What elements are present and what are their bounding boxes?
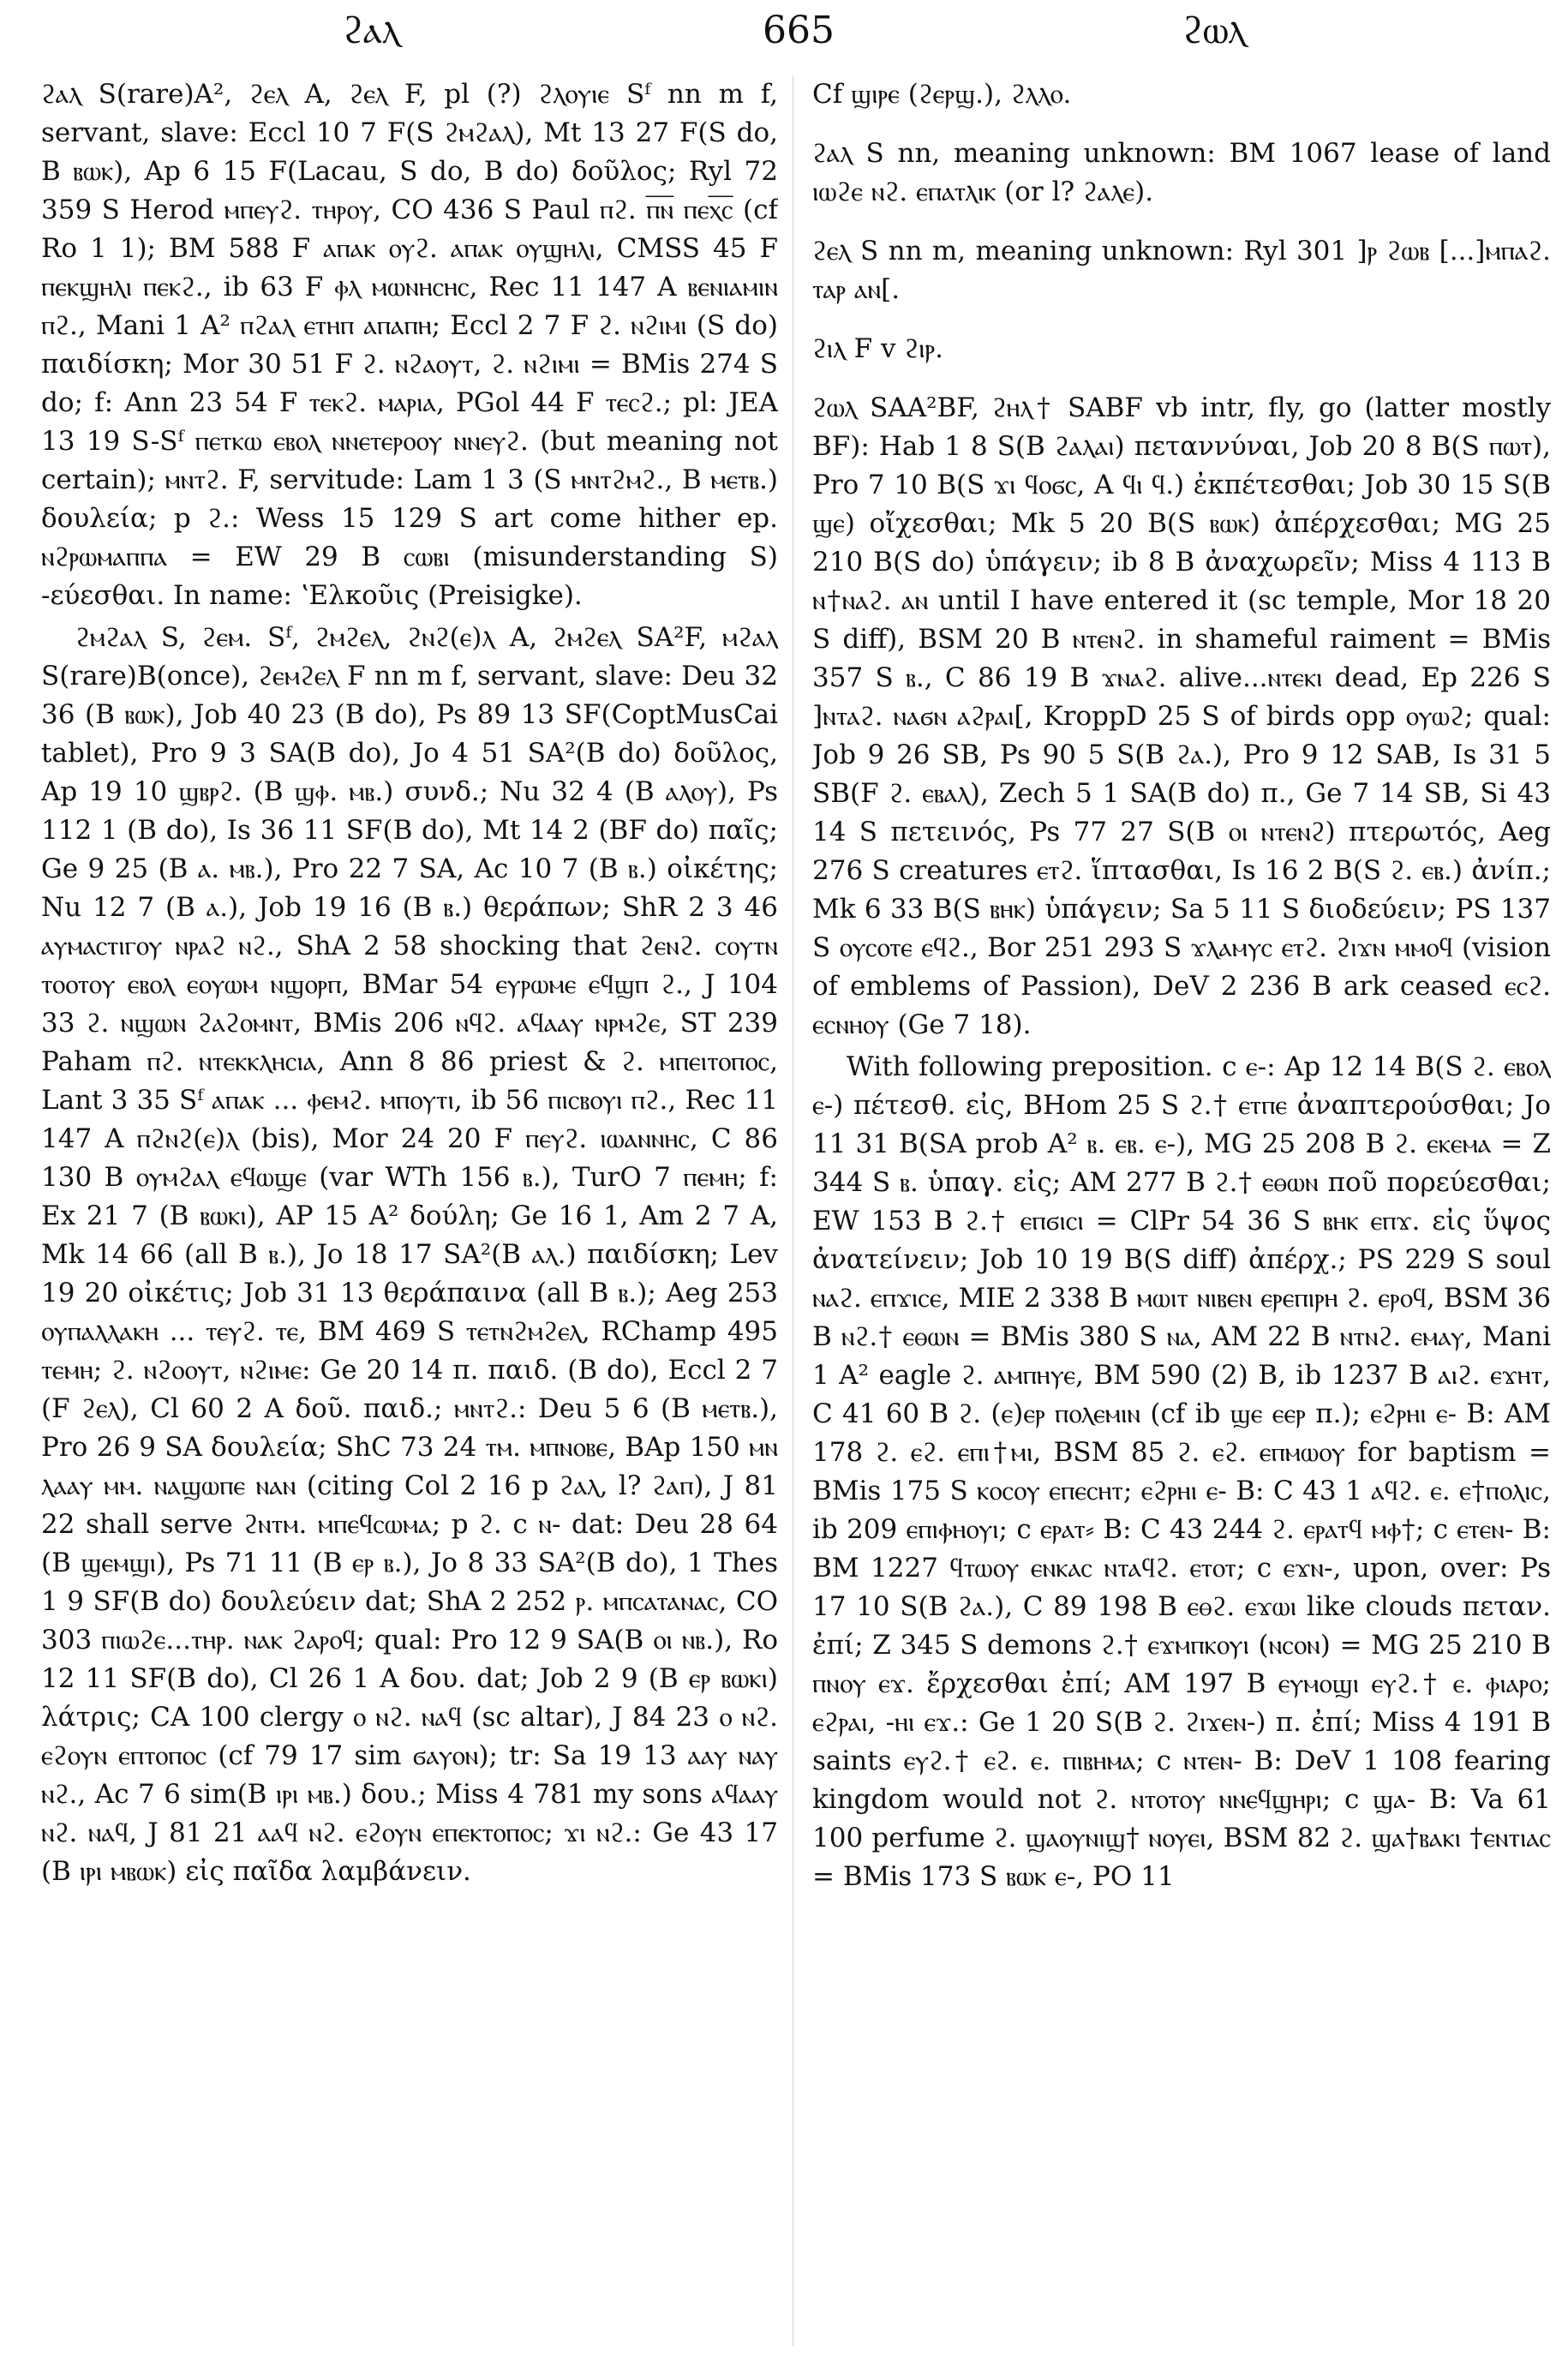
left-column <box>41 75 778 2346</box>
page-number: 665 <box>763 9 835 52</box>
right-column <box>812 75 1551 2346</box>
entry-hel: ϩⲉⲗ S nn m, meaning unknown: Ryl 301 ]ⲣ ϩⲱⲃ [...]ⲙⲡⲁϩ. ⲧⲁⲣ ⲁⲛ[. <box>812 236 1551 305</box>
entry-hmhal: ϩⲙϩⲁⲗ S, ϩⲉⲙ. Sᶠ, ϩⲙϩⲉⲗ, ϩⲛϩ(ⲉ)ⲗ A, ϩⲙϩⲉⲗ SA²F, ⲙϩⲁⲗ S(rare)B(once), ϩⲉⲙϩⲉⲗ F nn m f, servant, slave: Deu 32 36 (B ⲃⲱⲕ), Job 40 23 (B do), Ps 89 13 SF(CoptMusCai tablet), Pro 9 3 SA(B do), Jo 4 51 SA²(B do) δοῦλος, Ap 19 10 ϣⲃⲣϩ. (B ϣⲫ. ⲙⲃ.) συνδ.; Nu 32 4 (B ⲁⲗⲟⲩ), Ps 112 1 (B do), Is 36 11 SF(B do), Mt 14 2 (BF do) παῖς; Ge 9 25 (B ⲁ. ⲙⲃ.), Pro 22 7 SA, Ac 10 7 (B ⲃ.) οἰκέτης; Nu 12 7 (B ⲁ.), Job 19 16 (B ⲃ.) θεράπων; ShR 2 3 46 ⲁⲩⲙⲁⲥⲧⲓⲅⲟⲩ ⲛⲣⲁϩ ⲛϩ., ShA 2 58 shocking that ϩⲉⲛϩ. ⲥⲟⲩⲧⲛ ⲧⲟⲟⲧⲟⲩ ⲉⲃⲟⲗ ⲉⲟⲩⲱⲙ ⲛϣⲟⲣⲡ, BMar 54 ⲉⲩⲣⲱⲙⲉ ⲉϥϣⲡ ϩ., J 104 33 ϩ. ⲛϣⲱⲛ ϩⲁϩⲟⲙⲛⲧ, BMis 206 ⲛϥϩ. ⲁϥⲁⲁⲩ ⲛⲣⲙϩⲉ, ST 239 Paham ⲡϩ. ⲛⲧⲉⲕⲕⲗⲏⲥⲓⲁ, Ann 8 86 priest & ϩ. ⲙⲡⲉⲓⲧⲟⲡⲟⲥ, Lant 3 35 Sᶠ ⲁⲡⲁⲕ ... ⲫⲉⲙϩ. ⲙⲡⲟⲩⲧⲓ, ib 56 ⲡⲓⲥⲃⲟⲩⲓ ⲡϩ., Rec 11 147 A ⲡϩⲛϩ(ⲉ)ⲗ (bis), Mor 24 20 F ⲡⲉⲩϩ. ⲓⲱⲁⲛⲛⲏⲥ, C 86 130 B ⲟⲩⲙϩⲁⲗ ⲉϥⲱϣⲉ (var WTh 156 ⲃ.), TurO 7 ⲡⲉⲙⲏ; f: Ex 21 7 (B ⲃⲱⲕⲓ), AP 15 A² δούλη; Ge 16 1, Am 2 7 A, Mk 14 66 (all B ⲃ.), Jo 18 17 SA²(B ⲁⲗ.) παιδίσκη; Lev 19 20 οἰκέτις; Job 31 13 θεράπαινα (all B ⲃ.); Aeg 253 ⲟⲩⲡⲁⲗⲗⲁⲕⲏ ... ⲧⲉⲩϩ. ⲧⲉ, BM 469 S ⲧⲉⲧⲛϩⲙϩⲉⲗ, RChamp 495 ⲧⲉⲙⲏ; ϩ. ⲛϩⲟⲟⲩⲧ, ⲛϩⲓⲙⲉ: Ge 20 14 π. παιδ. (B do), Eccl 2 7 (F ϩⲉⲗ), Cl 60 2 A δοῦ. παιδ.; ⲙⲛⲧϩ.: Deu 5 6 (B ⲙⲉⲧⲃ.), Pro 26 9 SA δουλεία; ShC 73 24 ⲧⲙ. ⲙⲡⲛⲟⲃⲉ, BAp 150 ⲙⲛ ⲗⲁⲁⲩ ⲙⲙ. ⲛⲁϣⲱⲡⲉ ⲛⲁⲛ (citing Col 2 16 p ϩⲁⲗ, l? ϩⲁⲡ), J 81 22 shall serve ϩⲛⲧⲙ. ⲙⲡⲉϥⲥⲱⲙⲁ; p ϩ. c ⲛ- dat: Deu 28 64 (B ϣⲉⲙϣⲓ), Ps 71 11 (B ⲉⲣ ⲃ.), Jo 8 33 SA²(B do), 1 Thes 1 9 SF(B do) δουλεύειν dat; ShA 2 252 ⲣ. ⲙⲡⲥⲁⲧⲁⲛⲁⲥ, CO 303 ⲡⲓⲱϩⲉ...ⲧⲏⲣ. ⲛⲁⲕ ϩⲁⲣⲟϥ; qual: Pro 12 9 SA(B ⲟⲓ ⲛⲃ.), Ro 12 11 SF(B do), Cl 26 1 A δου. dat; Job 2 9 (B ⲉⲣ ⲃⲱⲕⲓ) λάτρις; CA 100 clergy ⲟ ⲛϩ. ⲛⲁϥ (sc altar), J 84 23 ⲟ ⲛϩ. ⲉϩⲟⲩⲛ ⲉⲡⲧⲟⲡⲟⲥ (cf 79 17 sim ϭⲁⲩⲟⲛ); tr: Sa 19 13 ⲁⲁⲩ ⲛⲁⲩ ⲛϩ., Ac 7 6 sim(B ⲓⲣⲓ ⲙⲃ.) δου.; Miss 4 781 my sons ⲁϥⲁⲁⲩ ⲛϩ. ⲛⲁϥ, J 81 21 ⲁⲁϥ ⲛϩ. ⲉϩⲟⲩⲛ ⲉⲡⲉⲕⲧⲟⲡⲟⲥ; ϫⲓ ⲛϩ.: Ge 43 17 (B ⲓⲣⲓ ⲙⲃⲱⲕ) εἰς παῖδα λαμβάνειν. <box>41 622 778 1887</box>
page-header <box>0 9 1568 60</box>
entry-hol: ϩⲱⲗ SAA²BF, ϩⲏⲗ† SABF vb intr, fly, go (latter mostly BF): Hab 1 8 S(B ϩⲁⲗⲁⲓ) πεταννύναι, Job 20 8 B(S ⲡⲱⲧ), Pro 7 10 B(S ϫⲓ ϥⲟϭⲥ, A ϥⲓ ϥ.) ἐκπέτεσθαι; Job 30 15 S(B ϣⲉ) οἴχεσθαι; Mk 5 20 B(S ⲃⲱⲕ) ἀπέρχεσθαι; MG 25 210 B(S do) ὑπάγειν; ib 8 B ἀναχωρεῖν; Miss 4 113 B ⲛ†ⲛⲁϩ. ⲁⲛ until I have entered it (sc temple, Mor 18 20 S diff), BSM 20 B ⲛⲧⲉⲛϩ. in shameful raiment = BMis 357 S ⲃ., C 86 19 B ϫⲛⲁϩ. alive...ⲛⲧⲉⲕⲓ dead, Ep 226 S ]ⲛⲧⲁϩ. ⲛⲁϭⲛ ⲁϩⲣⲁⲓ[, KroppD 25 S of birds opp ⲟⲩⲱϩ; qual: Job 9 26 SB, Ps 90 5 S(B ϩⲁ.), Pro 9 12 SAB, Is 31 5 SB(F ϩ. ⲉⲃⲁⲗ), Zech 5 1 SA(B do) π., Ge 7 14 SB, Si 43 14 S πετεινός, Ps 77 27 S(B ⲟⲓ ⲛⲧⲉⲛϩ) πτερωτός, Aeg 276 S creatures ⲉⲧϩ. ἵπτασθαι, Is 16 2 B(S ϩ. ⲉⲃ.) ἀνίπ.; Mk 6 33 B(S ⲃⲏⲕ) ὑπάγειν; Sa 5 11 S διοδεύειν; PS 137 S ⲟⲩⲥⲟⲧⲉ ⲉϥϩ., Bor 251 293 S ϫⲗⲁⲙⲩⲥ ⲉⲧϩ. ϩⲓϫⲛ ⲙⲙⲟϥ (vision of emblems of Passion), DeV 2 236 B ark ceased ⲉⲥϩ. ⲉⲥⲛⲏⲟⲩ (Ge 7 18). <box>812 392 1551 1040</box>
entry-hal: ϩⲁⲗ S(rare)A², ϩⲉⲗ A, ϩⲉⲗ F, pl (?) ϩⲗⲟⲩⲓⲉ Sᶠ nn m f, servant, slave: Eccl 10 7 F(S ϩⲙϩⲁⲗ), Mt 13 27 F(S do, B ⲃⲱⲕ), Ap 6 15 F(Lacau, S do, B do) δοῦλος; Ryl 72 359 S Herod ⲙⲡⲉⲩϩ. ⲧⲏⲣⲟⲩ, CO 436 S Paul ⲡϩ. ⲡ︦ⲛ︦ ⲡⲉⲭ︦ⲥ︦ (cf Ro 1 1); BM 588 F ⲁⲡⲁⲕ ⲟⲩϩ. ⲁⲡⲁⲕ ⲟⲩϣⲏⲗⲓ, CMSS 45 F ⲡⲉⲕϣⲏⲗⲓ ⲡⲉⲕϩ., ib 63 F ⲫⲗ ⲙⲱⲛⲏⲥⲏⲥ, Rec 11 147 A ⲃⲉⲛⲓⲁⲙⲓⲛ ⲡϩ., Mani 1 A² ⲡϩⲁⲗ ⲉⲧⲏⲡ ⲁⲡⲁⲡⲏ; Eccl 2 7 F ϩ. ⲛϩⲓⲙⲓ (S do) παιδίσκη; Mor 30 51 F ϩ. ⲛϩⲁⲟⲩⲧ, ϩ. ⲛϩⲓⲙⲓ = BMis 274 S do; f: Ann 23 54 F ⲧⲉⲕϩ. ⲙⲁⲣⲓⲁ, PGol 44 F ⲧⲉⲥϩ.; pl: JEA 13 19 S-Sᶠ ⲡⲉⲧⲕⲱ ⲉⲃⲟⲗ ⲛⲛⲉⲧⲉⲣⲟⲟⲩ ⲛⲛⲉⲩϩ. (but meaning not certain); ⲙⲛⲧϩ. F, servitude: Lam 1 3 (S ⲙⲛⲧϩⲙϩ., B ⲙⲉⲧⲃ.) δουλεία; p ϩ.: Wess 15 129 S art come hither ep. ⲛϩⲣⲱⲙⲁⲡⲡⲁ = EW 29 B ⲥⲱⲃⲓ (misunderstanding S) -εύεσθαι. In name: ʽΕλκοῦις (Preisigke). <box>41 79 778 611</box>
running-head-left: ϩⲁⲗ <box>343 9 400 52</box>
entry-hal-unknown: ϩⲁⲗ S nn, meaning unknown: BM 1067 lease of land ⲓⲱϩⲉ ⲛϩ. ⲉⲡⲁⲧⲗⲓⲕ (or l? ϩⲁⲗⲉ). <box>812 138 1551 207</box>
entry-hol-prepositions: With following preposition. c ⲉ-: Ap 12 14 B(S ϩ. ⲉⲃⲟⲗ ⲉ-) πέτεσθ. εἰς, BHom 25 S ϩ.† ⲉⲧⲡⲉ ἀναπτερούσθαι; Jo 11 31 B(SA prob A² ⲃ. ⲉⲃ. ⲉ-), MG 25 208 B ϩ. ⲉⲕⲉⲙⲁ = Z 344 S ⲃ. ὑπαγ. εἰς; AM 277 B ϩ.† ⲉⲑⲱⲛ ποῦ πορεύεσθαι; EW 153 B ϩ.† ⲉⲡϭⲓⲥⲓ = ClPr 54 36 S ⲃⲏⲕ ⲉⲡϫ. εἰς ὕψος ἀνατείνειν; Job 10 19 B(S diff) ἀπέρχ.; PS 229 S soul ⲛⲁϩ. ⲉⲡϫⲓⲥⲉ, MIE 2 338 B ⲙⲱⲓⲧ ⲛⲓⲃⲉⲛ ⲉⲣⲉⲡⲓⲣⲏ ϩ. ⲉⲣⲟϥ, BSM 36 B ⲛϩ.† ⲉⲑⲱⲛ = BMis 380 S ⲛⲁ, AM 22 B ⲛⲧⲛϩ. ⲉⲙⲁⲩ, Mani 1 A² eagle ϩ. ⲁⲙⲡⲏⲩⲉ, BM 590 (2) B, ib 1237 B ⲁⲓϩ. ⲉϫⲏⲧ, C 41 60 B ϩ. (ⲉ)ⲉⲣ ⲡⲟⲗⲉⲙⲓⲛ (cf ib ϣⲉ ⲉⲉⲣ π.); ⲉϩⲣⲏⲓ ⲉ- B: AM 178 ϩ. ⲉϩ. ⲉⲡⲓ†ⲙⲓ, BSM 85 ϩ. ⲉϩ. ⲉⲡⲙⲱⲟⲩ for baptism = BMis 175 S ⲕⲟⲥⲟⲩ ⲉⲡⲉⲥⲏⲧ; ⲉϩⲣⲏⲓ ⲉ- B: C 43 1 ⲁϥϩ. ⲉ. ⲉ†ⲡⲟⲗⲓⲥ, ib 209 ⲉⲡⲓⲫⲏⲟⲩⲓ; c ⲉⲣⲁⲧ⸗ B: C 43 244 ϩ. ⲉⲣⲁⲧϥ ⲙⲫ†; c ⲉⲧⲉⲛ- B: BM 1227 ϥⲧⲱⲟⲩ ⲉⲛⲕⲁⲥ ⲛⲧⲁϥϩ. ⲉⲧⲟⲧ; c ⲉϫⲛ-, upon, over: Ps 17 10 S(B ϩⲁ.), C 89 198 B ⲉⲑϩ. ⲉϫⲱⲓ like clouds πεταν. ἐπί; Z 345 S demons ϩ.† ⲉϫⲙⲡⲕⲟⲩⲓ (ⲛⲥⲟⲛ) = MG 25 210 B ⲡⲛⲟⲩ ⲉϫ. ἔρχεσθαι ἐπί; AM 197 B ⲉⲩⲙⲟϣⲓ ⲉⲩϩ.† ⲉ. ⲫⲓⲁⲣⲟ; ⲉϩⲣⲁⲓ, -ⲏⲓ ⲉϫ.: Ge 1 20 S(B ϩ. ϩⲓϫⲉⲛ-) π. ἐπί; Miss 4 191 B saints ⲉⲩϩ.† ⲉϩ. ⲉ. ⲡⲓⲃⲏⲙⲁ; c ⲛⲧⲉⲛ- B: DeV 1 108 fearing kingdom would not ϩ. ⲛⲧⲟⲧⲟⲩ ⲛⲛⲉϥϣⲏⲣⲓ; c ϣⲁ- B: Va 61 100 perfume ϩ. ϣⲁⲟⲩⲛⲓϣ† ⲛⲟⲩⲉⲓ, BSM 82 ϩ. ϣⲁ†ⲃⲁⲕⲓ †ⲉⲛⲧⲓⲁⲥ = BMis 173 S ⲃⲱⲕ ⲉ-, PO 11 <box>812 1051 1551 1892</box>
running-head-right: ϩⲱⲗ <box>1182 9 1246 52</box>
entry-hil: ϩⲓⲗ F v ϩⲓⲣ. <box>812 333 944 364</box>
cross-reference: Cf ϣⲓⲣⲉ (ϩⲉⲣϣ.), ϩⲗⲗⲟ. <box>812 79 1072 110</box>
